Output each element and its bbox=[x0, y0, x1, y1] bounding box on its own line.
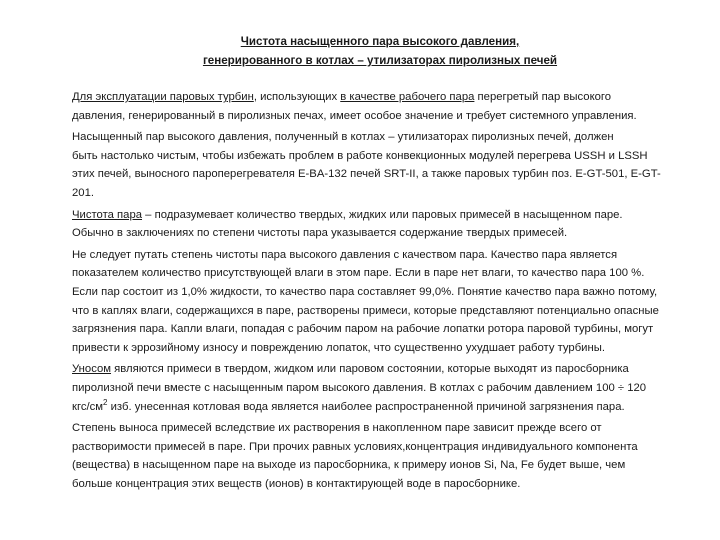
superscript: 2 bbox=[103, 397, 108, 407]
link-steam-purity[interactable]: Чистота пара bbox=[72, 208, 143, 221]
paragraph-3 bbox=[44, 206, 674, 243]
paragraph-6 bbox=[44, 419, 674, 493]
paragraph-1 bbox=[44, 88, 674, 125]
text-run: – подразумевает количество твердых, жидких или паровых примесей в насыщенном паре. bbox=[142, 208, 623, 221]
text-line: показателем количество присутствующей влаги в этом паре. Если в паре нет влаги, то качество пара 100 %. bbox=[72, 267, 645, 280]
title-line-2: генерированного в котлах – утилизаторах пиролизных печей bbox=[202, 54, 558, 67]
text-line: Насыщенный пар высокого давления, полученный в котлах – утилизаторах пиролизных печей, должен bbox=[72, 131, 614, 144]
text-run: являются примеси в твердом, жидком или паровом состоянии, которые выходят из паросборника bbox=[111, 363, 629, 376]
text-line: что в каплях влаги, содержащихся в паре, растворены примеси, которые представляют потенциально опасные bbox=[72, 304, 659, 317]
text-line: привести к эррозийному износу и повреждению лопаток, что существенно ухудшает работу турбины. bbox=[72, 341, 605, 354]
text-line: 201. bbox=[72, 186, 94, 199]
text-run: перегретый пар высокого bbox=[474, 91, 612, 103]
link-steam-turbines[interactable]: Для эксплуатации паровых турбин bbox=[72, 91, 254, 103]
paragraph-4 bbox=[44, 246, 674, 358]
text-line: загрязнения пара. Капли влаги, попадая с рабочим паром на рабочие лопатки ротора паровой турбины, могут bbox=[72, 323, 654, 336]
text-line: Обычно в заключениях по степени чистоты пара указывается содержание твердых примесей. bbox=[72, 227, 568, 240]
text-run: кгс/см bbox=[72, 400, 104, 413]
document-title bbox=[140, 32, 620, 70]
text-line: пиролизной печи вместе с насыщенным паром высокого давления. В котлах с рабочим давлением 100 ÷ 120 bbox=[72, 381, 647, 394]
text-line: растворимости примесей в паре. При прочих равных условиях,концентрация индивидуального компонента bbox=[72, 440, 638, 453]
text-run: изб. унесенная котловая вода является наиболее распространенной причиной загрязнения пара. bbox=[107, 400, 625, 413]
paragraph-2 bbox=[44, 128, 674, 202]
document-body bbox=[44, 88, 674, 496]
paragraph-5 bbox=[44, 360, 674, 416]
text-line: этих печей, выносного пароперегревателя E-BA-132 печей SRT-II, а также паровых турбин поз. E-GT-501, E-GT- bbox=[72, 168, 661, 181]
text-line: давления, генерированный в пиролизных печах, имеет особое значение и требует системного управления. bbox=[72, 109, 637, 122]
text-line: Если пар состоит из 1,0% жидкости, то качество пара составляет 99,0%. Понятие качество пара важно потому, bbox=[72, 285, 658, 298]
link-working-steam[interactable]: в качестве рабочего пара bbox=[340, 91, 475, 103]
text-line: больше концентрация этих веществ (ионов) в контактирующей воде в паросборнике. bbox=[72, 477, 521, 490]
text-line: быть настолько чистым, чтобы избежать проблем в работе конвекционных модулей перегрева USSH и LSSH bbox=[72, 149, 648, 162]
text-line: Степень выноса примесей вследствие их растворения в накопленном паре зависит прежде всего от bbox=[72, 422, 602, 435]
text-line: Не следует путать степень чистоты пара высокого давления с качеством пара. Качество пара является bbox=[72, 248, 618, 261]
text-run: , использующих bbox=[253, 91, 341, 103]
link-carryover[interactable]: Уносом bbox=[72, 363, 112, 376]
title-line-1: Чистота насыщенного пара высокого давления, bbox=[240, 35, 520, 48]
text-line: (вещества) в насыщенном паре на выходе из паросборника, к примеру ионов Si, Na, Fe будет выше, чем bbox=[72, 459, 626, 472]
text-line bbox=[44, 398, 674, 417]
